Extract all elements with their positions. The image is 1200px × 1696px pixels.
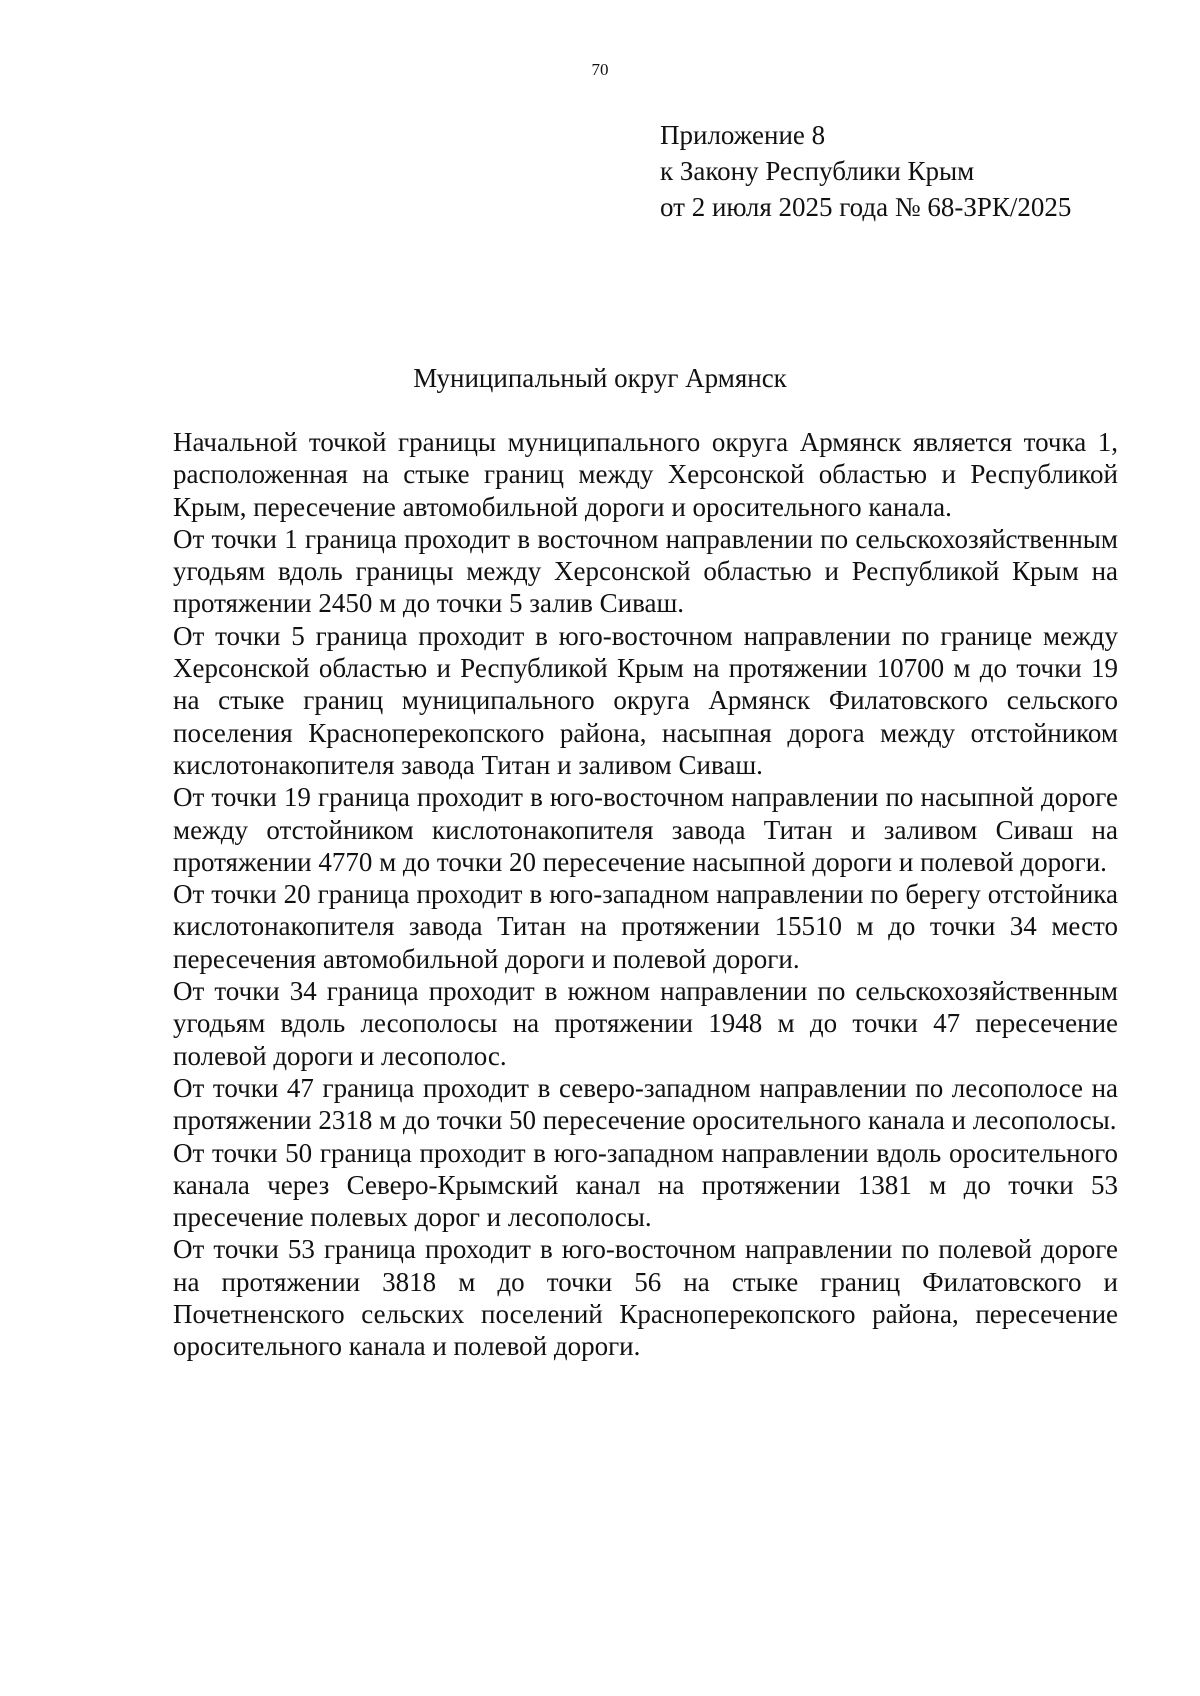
paragraph: От точки 19 граница проходит в юго-восточном направлении по насыпной дороге между отстойником кислотонакопителя завода Титан и заливом Сиваш на протяжении 4770 м до точки 20 пересечение насыпной дороги и полевой дороги.	[173, 782, 1118, 877]
appendix-number: Приложение 8	[660, 120, 826, 150]
appendix-law-reference: к Закону Республики Крым	[660, 156, 975, 186]
paragraph: От точки 20 граница проходит в юго-западном направлении по берегу отстойника кислотонакопителя завода Титан на протяжении 15510 м до точки 34 место пересечения автомобильной дороги и полевой дороги.	[173, 879, 1118, 974]
paragraph: Начальной точкой границы муниципального округа Армянск является точка 1, расположенная на стыке границ между Херсонской областью и Республикой Крым, пересечение автомобильной дороги и оросительного канала.	[173, 427, 1118, 522]
paragraph: От точки 5 граница проходит в юго-восточном направлении по границе между Херсонской областью и Республикой Крым на протяжении 10700 м до точки 19 на стыке границ муниципального округа Армянск Филатовского сельского поселения Красноперекопского района, насыпная дорога между отстойником кислотонакопителя завода Титан и заливом Сиваш.	[173, 620, 1118, 780]
document-title: Муниципальный округ Армянск	[413, 363, 787, 393]
paragraph: От точки 1 граница проходит в восточном направлении по сельскохозяйственным угодьям вдоль границы между Херсонской областью и Республикой Крым на протяжении 2450 м до точки 5 залив Сиваш.	[173, 523, 1118, 619]
paragraph: От точки 34 граница проходит в южном направлении по сельскохозяйственным угодьям вдоль лесополосы на протяжении 1948 м до точки 47 пересечение полевой дороги и лесополос.	[173, 976, 1118, 1071]
paragraph: От точки 47 граница проходит в северо-западном направлении по лесополосе на протяжении 2318 м до точки 50 пересечение оросительного канала и лесополосы.	[173, 1072, 1118, 1136]
paragraph: От точки 53 граница проходит в юго-восточном направлении по полевой дороге на протяжении 3818 м до точки 56 на стыке границ Филатовского и Почетненского сельских поселений Красноперекопского района, пересечение оросительного канала и полевой дороги.	[173, 1234, 1118, 1362]
boundary-description	[173, 426, 1118, 1363]
page-number: 70	[591, 60, 609, 79]
appendix-header	[660, 117, 1120, 225]
appendix-law-date: от 2 июля 2025 года № 68-ЗРК/2025	[660, 192, 1072, 222]
paragraph: От точки 50 граница проходит в юго-западном направлении вдоль оросительного канала через Северо-Крымский канал на протяжении 1381 м до точки 53 пресечение полевых дорог и лесополосы.	[173, 1137, 1118, 1233]
